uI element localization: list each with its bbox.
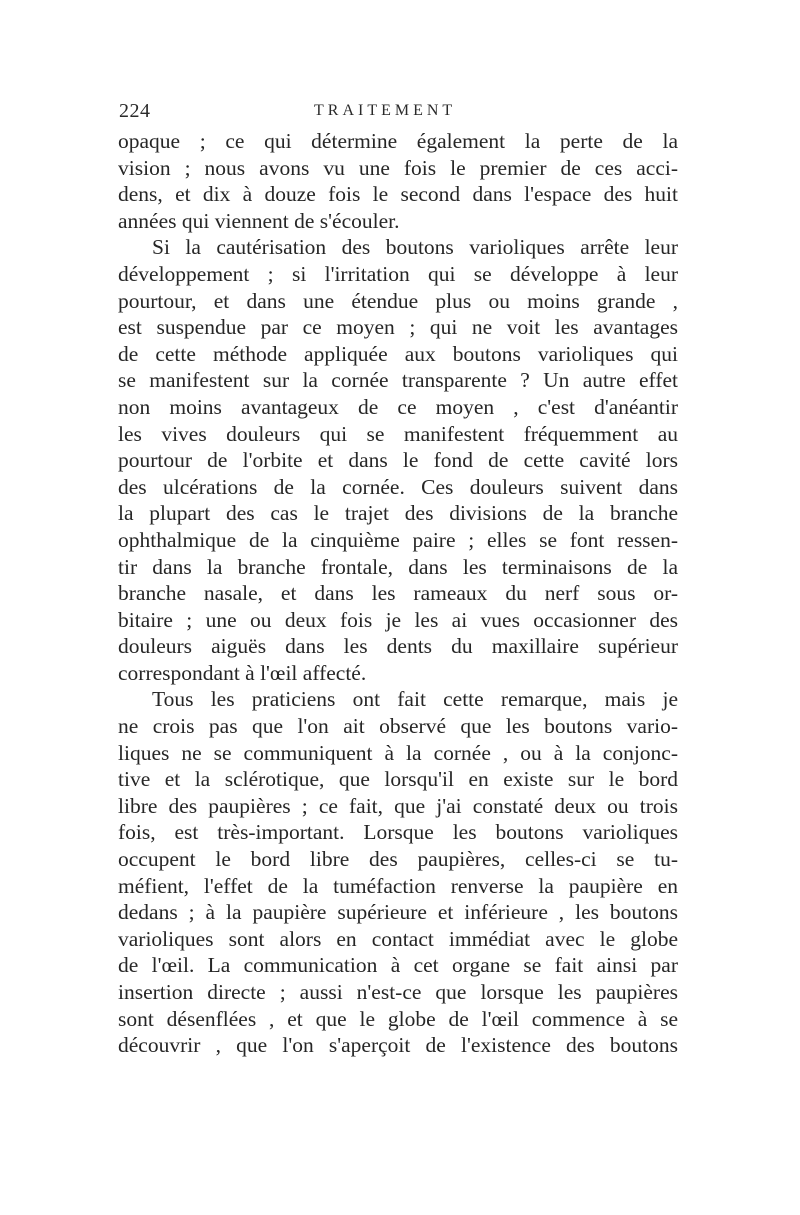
text-line: développement ; si l'irritation qui se développe à leur [118, 261, 678, 286]
text-line: des ulcérations de la cornée. Ces douleurs suivent dans [118, 474, 678, 499]
text-line: dedans ; à la paupière supérieure et inférieure , les boutons [118, 900, 678, 925]
paragraph-end-line: correspondant à l'œil affecté. [118, 660, 367, 685]
text-line: sont désenflées , et que le globe de l'œil commence à se [118, 1006, 678, 1031]
paragraph-start-line: Tous les praticiens ont fait cette remarque, mais je [152, 687, 678, 712]
text-line: de cette méthode appliquée aux boutons varioliques qui [118, 341, 678, 366]
text-line: méfient, l'effet de la tuméfaction renverse la paupière en [118, 873, 678, 898]
paragraph-end-line: années qui viennent de s'écouler. [118, 208, 400, 233]
text-line: se manifestent sur la cornée transparente ? Un autre effet [118, 368, 678, 393]
text-line: pourtour de l'orbite et dans le fond de cette cavité lors [118, 448, 678, 473]
text-line: liques ne se communiquent à la cornée , ou à la conjonc- [118, 740, 678, 765]
text-line: de l'œil. La communication à cet organe se fait ainsi par [118, 953, 678, 978]
text-line: douleurs aiguës dans les dents du maxillaire supérieur [118, 634, 678, 659]
text-line: tir dans la branche frontale, dans les terminaisons de la [118, 554, 678, 579]
text-line: dens, et dix à douze fois le second dans l'espace des huit [118, 182, 678, 207]
paragraph-start-line: Si la cautérisation des boutons varioliques arrête leur [152, 235, 678, 260]
body-text [118, 128, 678, 1059]
text-line: bitaire ; une ou deux fois je les ai vues occasionner des [118, 607, 678, 632]
text-line: ophthalmique de la cinquième paire ; elles se font ressen- [118, 527, 678, 552]
text-line: occupent le bord libre des paupières, celles-ci se tu- [118, 847, 678, 872]
text-line: découvrir , que l'on s'aperçoit de l'existence des boutons [118, 1033, 678, 1058]
text-line: non moins avantageux de ce moyen , c'est d'anéantir [118, 394, 678, 419]
text-line: la plupart des cas le trajet des divisions de la branche [118, 501, 678, 526]
text-line: est suspendue par ce moyen ; qui ne voit les avantages [118, 315, 678, 340]
text-line: pourtour, et dans une étendue plus ou moins grande , [118, 288, 678, 313]
text-line: branche nasale, et dans les rameaux du nerf sous or- [118, 581, 678, 606]
text-line: varioliques sont alors en contact immédiat avec le globe [118, 926, 678, 951]
text-line: tive et la sclérotique, que lorsqu'il en existe sur le bord [118, 767, 678, 792]
page-header [119, 100, 679, 126]
running-head: TRAITEMENT [314, 102, 457, 119]
text-line: insertion directe ; aussi n'est-ce que lorsque les paupières [118, 980, 678, 1004]
text-line: ne crois pas que l'on ait observé que les boutons vario- [118, 714, 678, 739]
page-number: 224 [119, 100, 151, 122]
text-line: vision ; nous avons vu une fois le premier de ces acci- [118, 155, 678, 180]
text-line: opaque ; ce qui détermine également la perte de la [118, 129, 678, 153]
text-line: libre des paupières ; ce fait, que j'ai constaté deux ou trois [118, 793, 678, 818]
text-line: les vives douleurs qui se manifestent fréquemment au [118, 421, 678, 446]
text-line: fois, est très-important. Lorsque les boutons varioliques [118, 820, 678, 845]
